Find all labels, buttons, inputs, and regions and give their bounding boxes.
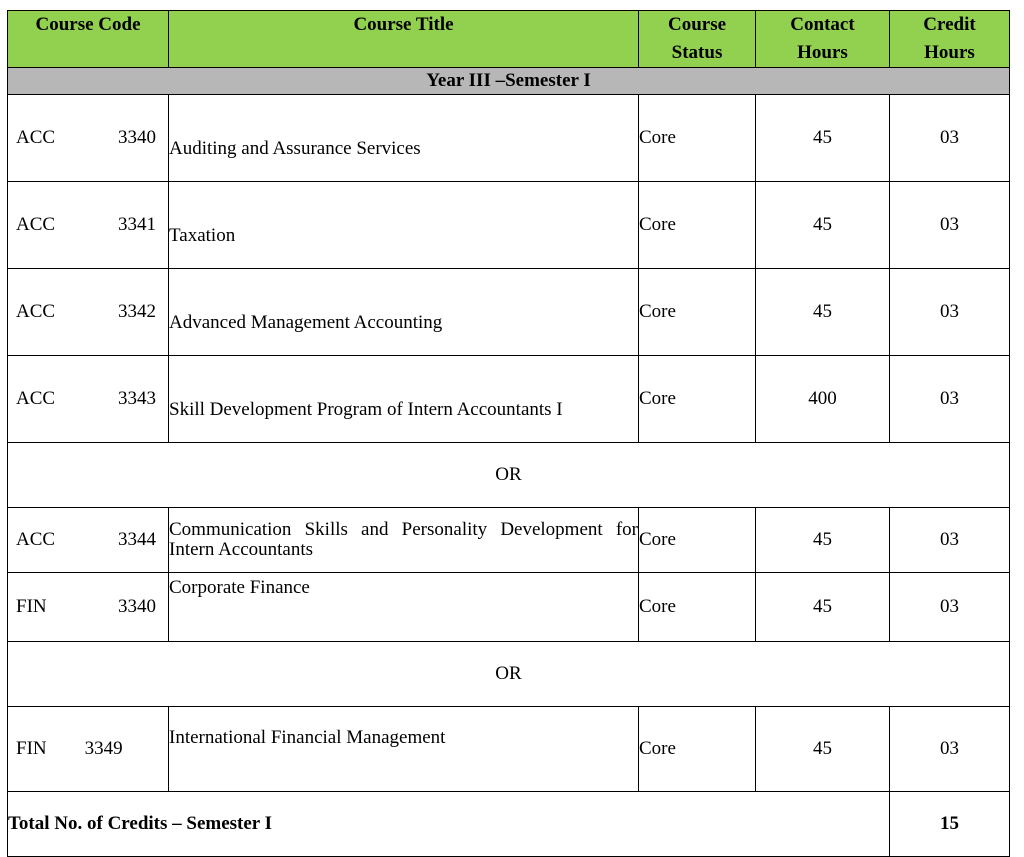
course-code-cell — [8, 356, 169, 443]
credit-hours: 03 — [890, 573, 1010, 642]
header-course-code: Course Code — [8, 11, 169, 68]
total-credits-label: Total No. of Credits – Semester I — [8, 792, 890, 857]
contact-hours: 45 — [756, 95, 890, 182]
course-status: Core — [639, 182, 756, 269]
table-row — [8, 508, 1010, 573]
table-row — [8, 182, 1010, 269]
credit-hours: 03 — [890, 707, 1010, 792]
header-credit-hours: Credit Hours — [890, 11, 1010, 68]
contact-hours: 45 — [756, 269, 890, 356]
table-row — [8, 269, 1010, 356]
course-title: Auditing and Assurance Services — [169, 95, 639, 182]
course-status: Core — [639, 95, 756, 182]
course-title: Advanced Management Accounting — [169, 269, 639, 356]
credit-hours: 03 — [890, 95, 1010, 182]
credit-hours: 03 — [890, 356, 1010, 443]
semester-label: Year III –Semester I — [8, 68, 1010, 95]
course-title: Taxation — [169, 182, 639, 269]
course-status: Core — [639, 269, 756, 356]
or-label: OR — [8, 443, 1010, 508]
course-status: Core — [639, 573, 756, 642]
course-title: Communication Skills and Personality Development for Intern Accountants — [169, 508, 639, 573]
course-status: Core — [639, 508, 756, 573]
course-code-cell — [8, 95, 169, 182]
course-prefix: ACC — [16, 127, 56, 148]
header-course-status: Course Status — [639, 11, 756, 68]
course-title: Skill Development Program of Intern Accountants I — [169, 356, 639, 443]
table-row — [8, 573, 1010, 642]
or-label: OR — [8, 642, 1010, 707]
header-course-title: Course Title — [169, 11, 639, 68]
course-prefix: FIN — [16, 596, 47, 617]
course-code-cell — [8, 182, 169, 269]
semester-row — [8, 68, 1010, 95]
course-number: 3343 — [118, 388, 156, 409]
contact-hours: 45 — [756, 182, 890, 269]
total-row — [8, 792, 1010, 857]
contact-hours: 400 — [756, 356, 890, 443]
course-title: International Financial Management — [169, 707, 639, 792]
course-code-cell — [8, 573, 169, 642]
total-credits-value: 15 — [890, 792, 1010, 857]
contact-hours: 45 — [756, 573, 890, 642]
course-number: 3340 — [118, 127, 156, 148]
or-row — [8, 642, 1010, 707]
course-number: 3342 — [118, 301, 156, 322]
credit-hours: 03 — [890, 269, 1010, 356]
table-row — [8, 95, 1010, 182]
course-status: Core — [639, 707, 756, 792]
course-status: Core — [639, 356, 756, 443]
table-row — [8, 707, 1010, 792]
course-number: 3341 — [118, 214, 156, 235]
course-number: 3340 — [118, 596, 156, 617]
credit-hours: 03 — [890, 508, 1010, 573]
course-code-cell — [8, 269, 169, 356]
course-prefix: ACC — [16, 529, 56, 550]
course-title: Corporate Finance — [169, 573, 639, 642]
credit-hours: 03 — [890, 182, 1010, 269]
course-code-cell — [8, 508, 169, 573]
contact-hours: 45 — [756, 707, 890, 792]
course-prefix: FIN — [16, 738, 47, 759]
or-row — [8, 443, 1010, 508]
header-row — [8, 11, 1010, 68]
course-number: 3349 — [84, 738, 123, 759]
course-code-cell — [8, 707, 169, 792]
course-number: 3344 — [118, 529, 156, 550]
table-row — [8, 356, 1010, 443]
course-table — [7, 10, 1010, 857]
contact-hours: 45 — [756, 508, 890, 573]
course-prefix: ACC — [16, 301, 56, 322]
header-contact-hours: Contact Hours — [756, 11, 890, 68]
course-prefix: ACC — [16, 214, 56, 235]
course-prefix: ACC — [16, 388, 56, 409]
